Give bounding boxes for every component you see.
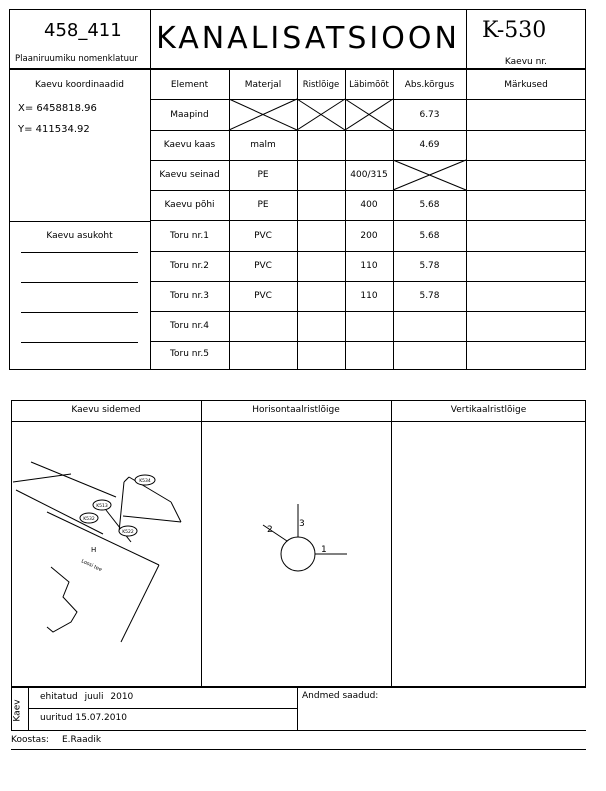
pipe-number: 2 — [267, 525, 273, 535]
street-label: Lossi tee — [80, 558, 103, 574]
well-number: K-530 — [482, 18, 547, 43]
cell-element: Toru nr.3 — [170, 291, 209, 301]
sheet-number: 458_411 — [44, 20, 122, 41]
cell-material: malm — [250, 140, 276, 150]
cell-element: Kaevu seinad — [159, 170, 220, 180]
pipe-number: 1 — [321, 545, 327, 555]
lower-divider — [391, 400, 392, 687]
map-line — [16, 490, 103, 534]
footer-top-line — [11, 687, 586, 688]
cell-material: PVC — [254, 291, 272, 301]
cell-element: Toru nr.4 — [170, 321, 209, 331]
cell-material: PE — [257, 170, 269, 180]
coordinate-y: Y= 411534.92 — [18, 124, 90, 135]
cell-element: Toru nr.2 — [170, 261, 209, 271]
map-line — [31, 462, 116, 497]
cell-element: Kaevu kaas — [163, 140, 216, 150]
built-date: ehitatud juuli 2010 — [40, 692, 134, 702]
crossed-cells — [0, 0, 606, 370]
pipe-number: 3 — [299, 519, 305, 529]
map-letter: H — [91, 546, 97, 554]
map-line — [47, 567, 77, 632]
cell-diameter: 400 — [360, 200, 378, 210]
well-label: K513 — [96, 504, 108, 509]
footer-mid-divider — [297, 687, 298, 730]
footer-bottom-line — [11, 730, 586, 731]
panel-title-vertical-section: Vertikaalristlõige — [450, 405, 527, 415]
well-circle — [281, 537, 315, 571]
horizontal-section-diagram — [201, 422, 391, 682]
cell-diameter: 400/315 — [350, 170, 388, 180]
panel-title-connections: Kaevu sidemed — [71, 405, 141, 415]
cell-element: Toru nr.1 — [170, 231, 209, 241]
column-header-section: Ristlõige — [302, 80, 340, 90]
well-label: K534 — [139, 479, 151, 484]
column-header-material: Materjal — [244, 80, 282, 90]
column-header-notes: Märkused — [504, 80, 548, 90]
location-title: Kaevu asukoht — [46, 231, 113, 241]
cell-material: PVC — [254, 261, 272, 271]
map-line — [47, 512, 159, 565]
well-label: K522 — [122, 530, 134, 535]
cell-element: Maapind — [170, 110, 209, 120]
cell-elevation: 5.78 — [419, 291, 440, 301]
map-line — [123, 516, 181, 522]
sheet-label: Plaaniruumiku nomenklatuur — [15, 54, 138, 64]
footer-row-line — [28, 708, 297, 709]
column-header-diameter: Läbimõõt — [349, 80, 389, 90]
cell-elevation: 5.78 — [419, 261, 440, 271]
column-header-elevation: Abs.kõrgus — [404, 80, 455, 90]
map-line — [171, 502, 181, 522]
cell-diameter: 110 — [360, 291, 378, 301]
form-title: KANALISATSIOON — [156, 21, 460, 56]
cell-material: PVC — [254, 231, 272, 241]
cell-material: PE — [257, 200, 269, 210]
panel-title-horizontal-section: Horisontaalristlõige — [252, 405, 340, 415]
coordinate-x: X= 6458818.96 — [18, 103, 97, 114]
cell-diameter: 200 — [360, 231, 378, 241]
side-label: Kaev — [12, 699, 23, 722]
cell-elevation: 5.68 — [419, 231, 440, 241]
cell-element: Toru nr.5 — [170, 349, 209, 359]
map-line — [13, 474, 71, 482]
survey-date: uuritud 15.07.2010 — [40, 713, 127, 723]
map-line — [124, 477, 129, 482]
signature-line — [11, 749, 586, 750]
well-label: K532 — [83, 517, 95, 522]
cell-elevation: 4.69 — [419, 140, 440, 150]
cell-elevation: 5.68 — [419, 200, 440, 210]
cell-element: Kaevu põhi — [164, 200, 215, 210]
compiled-by-name: E.Raadik — [62, 735, 102, 745]
data-source-label: Andmed saadud: — [302, 691, 379, 701]
compiled-by-label: Koostas: — [11, 735, 49, 745]
site-map-sketch — [11, 422, 201, 682]
map-line — [121, 565, 159, 642]
coordinates-title: Kaevu koordinaadid — [34, 80, 124, 90]
map-line — [119, 482, 124, 532]
cell-elevation: 6.73 — [419, 110, 440, 120]
cell-diameter: 110 — [360, 261, 378, 271]
column-header-element: Element — [170, 80, 209, 90]
well-number-label: Kaevu nr. — [504, 57, 548, 67]
